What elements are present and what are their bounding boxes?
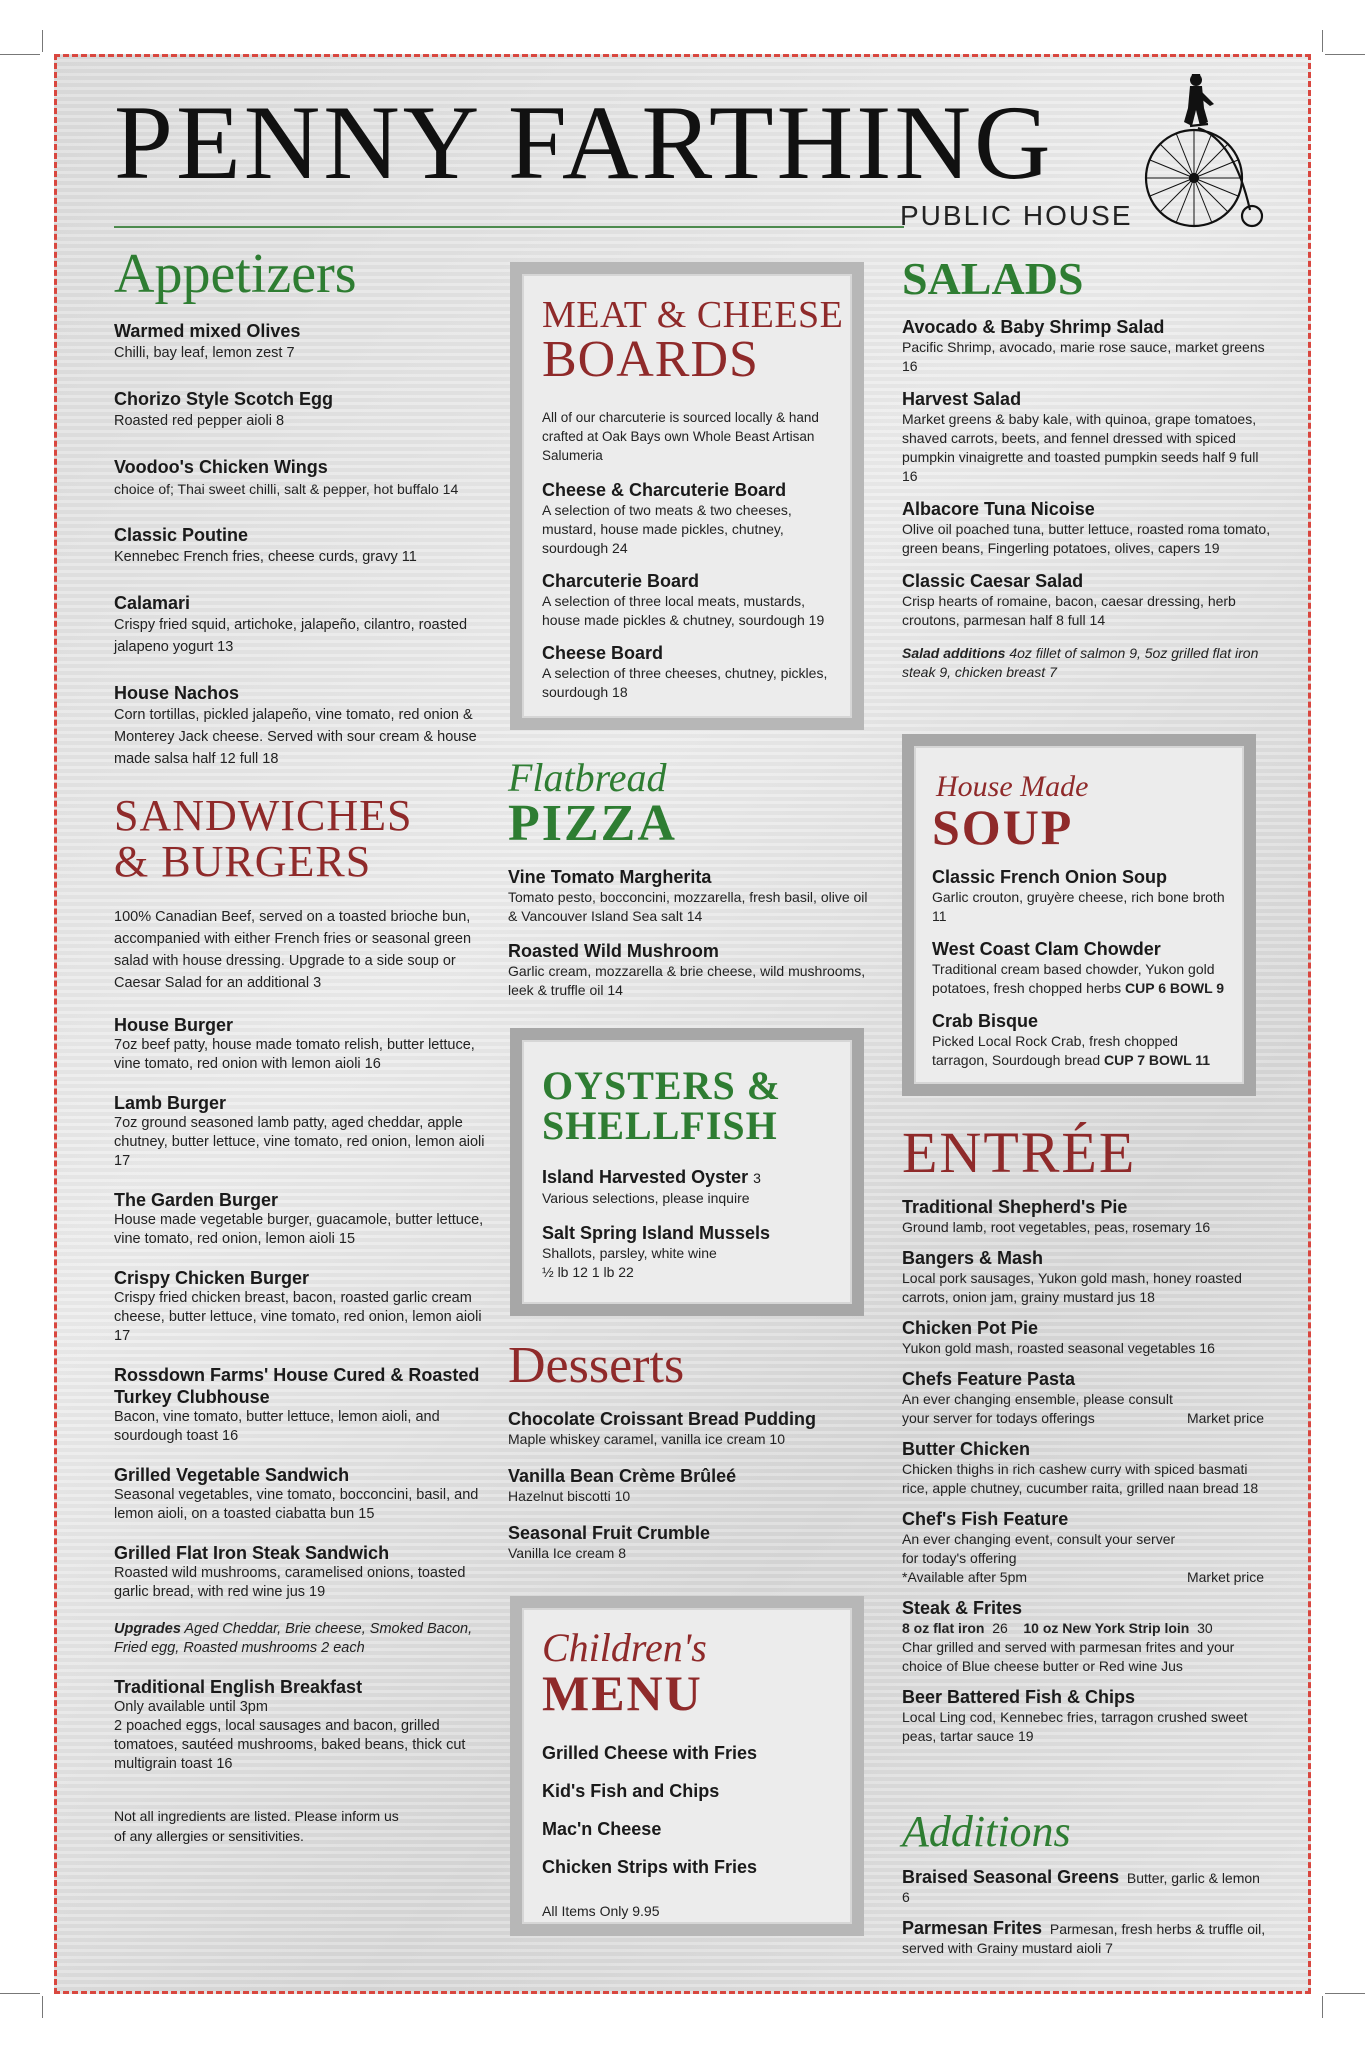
menu-item [542, 570, 834, 630]
menu-item [114, 1364, 494, 1446]
menu-item [902, 1317, 1264, 1358]
menu-item [114, 388, 494, 432]
item-name: Crispy Chicken Burger [114, 1268, 310, 1288]
market-price: Market price [1186, 1410, 1264, 1426]
oysters-heading-line1: OYSTERS & [542, 1063, 782, 1108]
item-description: Local Ling cod, Kennebec fries, tarragon crushed sweet peas, tartar sauce 19 [902, 1709, 1248, 1744]
boards-box [510, 262, 864, 730]
item-description: Ground lamb, root vegetables, peas, rosemary 16 [902, 1219, 1211, 1235]
menu-item [508, 866, 876, 926]
item-name: Albacore Tuna Nicoise [902, 499, 1095, 519]
soup-heading-line1: House Made [936, 770, 1089, 803]
item-description: Hazelnut biscotti 10 [508, 1488, 631, 1504]
item-description: Butter, garlic & lemon 6 [902, 1870, 1260, 1905]
item-description: Crispy fried chicken breast, bacon, roasted garlic cream cheese, butter lettuce, vine tomato, red onion, lemon aioli 17 [114, 1290, 482, 1344]
item-name: Charcuterie Board [542, 571, 700, 591]
item-description: Garlic cream, mozzarella & brie cheese, wild mushrooms, leek & truffle oil 14 [508, 963, 866, 998]
steak-option-2: 10 oz New York Strip loin [1023, 1620, 1190, 1636]
oysters-box [510, 1028, 864, 1316]
brand-name: PENNY FARTHING [114, 84, 1054, 201]
menu-item [542, 1166, 834, 1208]
crop-mark [0, 54, 40, 55]
item-name: Warmed mixed Olives [114, 321, 301, 341]
menu-item [114, 456, 494, 500]
item-description: A selection of two meats & two cheeses, mustard, house made pickles, chutney, sourdough 24 [542, 502, 792, 556]
item-name: Crab Bisque [932, 1011, 1039, 1031]
menu-item [114, 1189, 494, 1249]
kids-price-note: All Items Only 9.95 [542, 1903, 660, 1919]
item-description: A selection of three cheeses, chutney, pickles, sourdough 18 [542, 665, 828, 700]
item-description: Vanilla Ice cream 8 [508, 1545, 627, 1561]
item-price: 3 [753, 1170, 761, 1186]
item-description: Tomato pesto, bocconcini, mozzarella, fresh basil, olive oil & Vancouver Island Sea salt 14 [508, 889, 868, 924]
menu-item [114, 1676, 494, 1774]
item-description: 7oz ground seasoned lamb patty, aged cheddar, apple chutney, butter lettuce, vine tomato, red onion, lemon aioli 17 [114, 1115, 485, 1169]
item-name: Voodoo's Chicken Wings [114, 457, 328, 477]
menu-item [902, 570, 1272, 630]
item-name: House Burger [114, 1015, 234, 1035]
addition-item [902, 1917, 1270, 1958]
menu-item [932, 938, 1228, 998]
menu-item [114, 1014, 494, 1074]
menu-item [114, 320, 494, 364]
penny-farthing-bicycle-icon [1138, 70, 1266, 230]
bowl-price: BOWL 11 [1148, 1052, 1211, 1068]
sandwiches-heading-line1: SANDWICHES [114, 791, 413, 840]
menu-item [114, 1542, 494, 1602]
item-description: Seasonal vegetables, vine tomato, bocconcini, basil, and lemon aioli, on a toasted ciabatta bun 15 [114, 1487, 479, 1522]
item-description: Pacific Shrimp, avocado, marie rose sauce, market greens 16 [902, 339, 1265, 374]
menu-item [902, 1508, 1264, 1587]
menu-item [902, 316, 1272, 376]
boards-intro: All of our charcuterie is sourced locally & hand crafted at Oak Bays own Whole Beast Artisan Salumeria [542, 410, 819, 463]
item-description: Market greens & baby kale, with quinoa, grape tomatoes, shaved carrots, beets, and fennel dressed with spiced pumpkin vinaigrette and toasted pumpkin seeds half 9 full 16 [902, 411, 1259, 484]
item-description: Parmesan, fresh herbs & truffle oil, served with Grainy mustard aioli 7 [902, 1921, 1266, 1956]
cup-price: CUP 6 [1125, 980, 1167, 996]
item-name: Roasted Wild Mushroom [508, 941, 719, 961]
cup-price: CUP 7 [1104, 1052, 1145, 1068]
salad-additions-label: Salad additions [902, 645, 1006, 661]
menu-item [932, 1010, 1228, 1070]
crop-mark [1325, 1993, 1365, 1994]
item-description: Crispy fried squid, artichoke, jalapeño, cilantro, roasted jalapeno yogurt 13 [114, 617, 468, 655]
item-description-text: Traditional cream based chowder, Yukon gold potatoes, fresh chopped herbs [932, 961, 1215, 996]
item-name: Cheese & Charcuterie Board [542, 480, 787, 500]
item-name: The Garden Burger [114, 1190, 279, 1210]
upgrades-note [114, 1620, 494, 1658]
upgrades-label: Upgrades [114, 1621, 181, 1637]
menu-item [114, 1092, 494, 1171]
item-description: An ever changing event, consult your server for today's offering *Available after 5pm [902, 1531, 1176, 1585]
item-name: Traditional Shepherd's Pie [902, 1197, 1128, 1217]
menu-item [902, 1597, 1264, 1676]
item-name: Vanilla Bean Crème Brûleé [508, 1466, 737, 1486]
item-name: Classic French Onion Soup [932, 867, 1168, 887]
kids-item: Kid's Fish and Chips [542, 1781, 720, 1801]
item-name: Chocolate Croissant Bread Pudding [508, 1409, 817, 1429]
item-description: Local pork sausages, Yukon gold mash, honey roasted carrots, onion jam, grainy mustard jus 18 [902, 1270, 1242, 1305]
item-name: Rossdown Farms' House Cured & Roasted Turkey Clubhouse [114, 1365, 480, 1407]
item-name: Chorizo Style Scotch Egg [114, 389, 334, 409]
childrens-heading-line2: MENU [542, 1665, 703, 1721]
item-description: Chilli, bay leaf, lemon zest 7 [114, 345, 295, 361]
menu-item [902, 1686, 1264, 1746]
item-name: Grilled Vegetable Sandwich [114, 1465, 350, 1485]
item-name: Calamari [114, 593, 191, 613]
item-name: Grilled Flat Iron Steak Sandwich [114, 1543, 390, 1563]
menu-item [902, 1438, 1264, 1498]
brand-subtitle: PUBLIC HOUSE [900, 200, 1133, 231]
menu-item [114, 1464, 494, 1524]
boards-heading-line2: BOARDS [542, 331, 759, 388]
item-name: Traditional English Breakfast [114, 1677, 363, 1697]
item-description: A selection of three local meats, mustards, house made pickles & chutney, sourdough 19 [542, 593, 825, 628]
item-description: Kennebec French fries, cheese curds, gravy 11 [114, 549, 417, 565]
item-description: Roasted wild mushrooms, caramelised onions, toasted garlic bread, with red wine jus 19 [114, 1565, 466, 1600]
item-name: Bangers & Mash [902, 1248, 1044, 1268]
item-description: Roasted red pepper aioli 8 [114, 413, 285, 429]
item-description-text: Picked Local Rock Crab, fresh chopped tarragon, Sourdough bread [932, 1033, 1178, 1068]
crop-mark [42, 30, 43, 52]
item-name: Parmesan Frites [902, 1918, 1043, 1938]
addition-item [902, 1866, 1270, 1907]
item-name: Harvest Salad [902, 389, 1022, 409]
item-name: Classic Poutine [114, 525, 249, 545]
salad-additions [902, 644, 1272, 682]
menu-item [114, 682, 494, 770]
item-description: Shallots, parsley, white wine ½ lb 12 1 lb 22 [542, 1245, 717, 1280]
childrens-menu-box [510, 1596, 864, 1936]
menu-item [902, 498, 1272, 558]
item-name: Cheese Board [542, 643, 664, 663]
upgrades-text: Aged Cheddar, Brie cheese, Smoked Bacon, Fried egg, Roasted mushrooms 2 each [114, 1621, 473, 1656]
kids-item: Chicken Strips with Fries [542, 1857, 758, 1877]
item-name: Chefs Feature Pasta [902, 1369, 1076, 1389]
crop-mark [1322, 30, 1323, 52]
item-name: Salt Spring Island Mussels [542, 1223, 771, 1243]
salad-additions-text: 4oz fillet of salmon 9, 5oz grilled flat iron steak 9, chicken breast 7 [902, 645, 1259, 680]
childrens-heading-line1: Children's [542, 1625, 707, 1670]
menu-item [508, 1522, 876, 1563]
entree-heading: ENTRÉE [902, 1120, 1137, 1185]
item-name: West Coast Clam Chowder [932, 939, 1161, 959]
menu-item [114, 1267, 494, 1346]
item-description: House made vegetable burger, guacamole, butter lettuce, vine tomato, red onion, lemon aioli 15 [114, 1212, 484, 1247]
item-description [932, 960, 1228, 998]
menu-item [508, 940, 876, 1000]
item-name: Butter Chicken [902, 1439, 1031, 1459]
item-description: Various selections, please inquire [542, 1190, 750, 1206]
item-name: Steak & Frites [902, 1598, 1023, 1618]
item-description: 7oz beef patty, house made tomato relish, butter lettuce, vine tomato, red onion with lemon aioli 16 [114, 1037, 475, 1072]
menu-item [114, 524, 494, 568]
pizza-heading-line2: PIZZA [508, 795, 677, 852]
oysters-heading-line2: SHELLFISH [542, 1103, 778, 1148]
soup-heading-line2: SOUP [932, 799, 1074, 855]
boards-heading-line1: MEAT & CHEESE [542, 294, 844, 336]
crop-mark [0, 1993, 40, 1994]
item-description: Yukon gold mash, roasted seasonal vegetables 16 [902, 1340, 1215, 1356]
menu-item [932, 866, 1228, 926]
menu-item [542, 1222, 834, 1282]
item-name: Braised Seasonal Greens [902, 1867, 1120, 1887]
item-description: An ever changing ensemble, please consult your server for todays offerings [902, 1391, 1173, 1426]
item-description: Garlic crouton, gruyère cheese, rich bone broth 11 [932, 889, 1225, 924]
crop-mark [1322, 1996, 1323, 2018]
menu-item [902, 1247, 1264, 1307]
steak-option-1: 8 oz flat iron [902, 1620, 985, 1636]
item-description [932, 1032, 1228, 1070]
brand-rule [114, 226, 904, 228]
item-name: Beer Battered Fish & Chips [902, 1687, 1136, 1707]
menu-item [902, 1368, 1264, 1428]
item-name: Avocado & Baby Shrimp Salad [902, 317, 1165, 337]
item-description: Chicken thighs in rich cashew curry with spiced basmati rice, apple chutney, cucumber raita, grilled naan bread 18 [902, 1461, 1259, 1496]
item-name [542, 1166, 834, 1189]
menu-item [902, 388, 1272, 486]
salads-heading: SALADS [902, 253, 1084, 304]
desserts-heading: Desserts [508, 1337, 685, 1394]
additions-heading: Additions [902, 1807, 1071, 1856]
menu-item [542, 479, 834, 558]
item-name-text: Island Harvested Oyster [542, 1167, 749, 1187]
item-description: Crisp hearts of romaine, bacon, caesar dressing, herb croutons, parmesan half 8 full 14 [902, 593, 1236, 628]
item-name: Classic Caesar Salad [902, 571, 1084, 591]
item-description: Only available until 3pm 2 poached eggs, local sausages and bacon, grilled tomatoes, sautéed mushrooms, baked beans, thick cut multigrain toast 16 [114, 1699, 466, 1772]
item-name: House Nachos [114, 683, 240, 703]
crop-mark [42, 1996, 43, 2018]
item-name: Chef's Fish Feature [902, 1509, 1069, 1529]
kids-item: Grilled Cheese with Fries [542, 1743, 758, 1763]
item-name: Lamb Burger [114, 1093, 227, 1113]
steak-price-1: 26 [992, 1620, 1008, 1636]
soup-box [902, 734, 1256, 1096]
item-description: Maple whiskey caramel, vanilla ice cream 10 [508, 1431, 785, 1447]
bowl-price: BOWL 9 [1169, 980, 1225, 996]
item-name: Vine Tomato Margherita [508, 867, 712, 887]
item-description: Char grilled and served with parmesan frites and your choice of Blue cheese butter or Red wine Jus [902, 1639, 1235, 1674]
menu-item [508, 1465, 876, 1506]
item-name: Chicken Pot Pie [902, 1318, 1039, 1338]
menu-item [114, 592, 494, 658]
steak-price-2: 30 [1197, 1620, 1213, 1636]
item-description: Olive oil poached tuna, butter lettuce, roasted roma tomato, green beans, Fingerling potatoes, olives, capers 19 [902, 521, 1271, 556]
menu-item [508, 1408, 876, 1449]
sandwiches-intro: 100% Canadian Beef, served on a toasted brioche bun, accompanied with either French fries or seasonal green salad with house dressing. Upgrade to a side soup or Caesar Salad for an additional 3 [114, 909, 472, 991]
pizza-heading-line1: Flatbread [508, 755, 667, 800]
allergy-disclaimer: Not all ingredients are listed. Please inform us of any allergies or sensitivities. [114, 1808, 399, 1844]
menu-item [542, 642, 834, 702]
steak-options [902, 1619, 1264, 1638]
item-description: Bacon, vine tomato, butter lettuce, lemon aioli, and sourdough toast 16 [114, 1409, 440, 1444]
item-description: Corn tortillas, pickled jalapeño, vine tomato, red onion & Monterey Jack cheese. Served with sour cream & house made salsa half 12 full 18 [114, 707, 477, 767]
market-price: Market price [1186, 1569, 1264, 1585]
appetizers-heading: Appetizers [114, 243, 357, 305]
crop-mark [1325, 54, 1365, 55]
item-description: choice of; Thai sweet chilli, salt & pepper, hot buffalo 14 [114, 481, 459, 497]
kids-item: Mac'n Cheese [542, 1819, 662, 1839]
menu-item [902, 1196, 1264, 1237]
item-name: Seasonal Fruit Crumble [508, 1523, 711, 1543]
sandwiches-heading-line2: & BURGERS [114, 837, 372, 886]
